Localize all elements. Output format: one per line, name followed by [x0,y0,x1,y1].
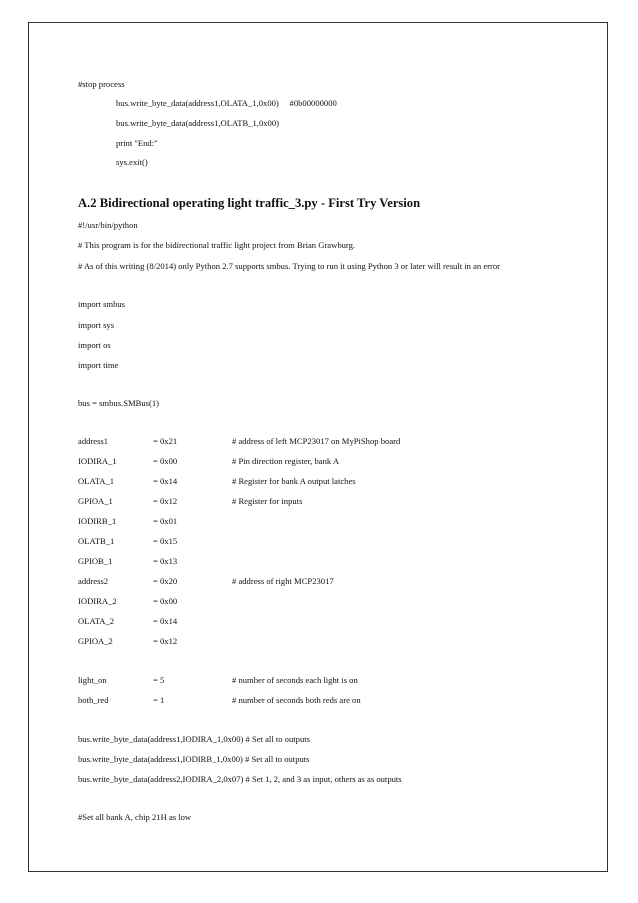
section-title: A.2 Bidirectional operating light traffic_3.py - First Try Version [78,196,421,210]
register-value: = 0x14 [153,476,178,486]
timing-comment: # number of seconds each light is on [232,675,358,685]
register-name: GPIOB_1 [78,556,113,566]
register-name: IODIRB_1 [78,516,117,526]
code-line: import os [78,340,111,350]
register-name: OLATA_2 [78,616,115,626]
code-line: sys.exit() [116,157,148,167]
register-value: = 0x21 [153,436,178,446]
register-name: IODIRA_2 [78,596,117,606]
register-name: GPIOA_2 [78,636,113,646]
code-line: bus.write_byte_data(address1,IODIRA_1,0x00) # Set all to outputs [78,734,310,744]
register-name: GPIOA_1 [78,496,113,506]
timing-value: = 1 [153,695,165,705]
register-value: = 0x01 [153,516,178,526]
code-line: bus.write_byte_data(address1,OLATB_1,0x00) [116,118,280,128]
code-line: print "End:" [116,138,158,148]
register-name: OLATB_1 [78,536,115,546]
timing-name: both_red [78,695,109,705]
register-name: address2 [78,576,109,586]
register-value: = 0x12 [153,636,178,646]
register-value: = 0x14 [153,616,178,626]
code-line: bus = smbus.SMBus(1) [78,398,160,408]
register-comment: # Register for bank A output latches [232,476,356,486]
register-value: = 0x12 [153,496,178,506]
register-name: IODIRA_1 [78,456,117,466]
register-value: = 0x20 [153,576,178,586]
code-line: import time [78,360,119,370]
code-line: # As of this writing (8/2014) only Python 2.7 supports smbus. Trying to run it using Python 3 or later will result in an error [78,261,501,271]
register-value: = 0x00 [153,456,178,466]
code-line: bus.write_byte_data(address1,OLATA_1,0x00) #0b00000000 [116,98,337,108]
code-comment: #Set all bank A, chip 21H as low [78,812,192,822]
register-value: = 0x15 [153,536,178,546]
code-line: import sys [78,320,115,330]
register-name: address1 [78,436,109,446]
timing-value: = 5 [153,675,165,685]
register-comment: # Register for inputs [232,496,303,506]
register-comment: # address of left MCP23017 on MyPiShop board [232,436,401,446]
code-line: bus.write_byte_data(address1,IODIRB_1,0x00) # Set all to outputs [78,754,310,764]
register-comment: # address of right MCP23017 [232,576,334,586]
timing-comment: # number of seconds both reds are on [232,695,361,705]
code-line: #!/usr/bin/python [78,220,138,230]
code-line: # This program is for the bidirectional traffic light project from Brian Grawburg. [78,240,356,250]
code-line: import smbus [78,299,126,309]
register-name: OLATA_1 [78,476,115,486]
code-comment: #stop process [78,79,125,89]
register-value: = 0x00 [153,596,178,606]
timing-name: light_on [78,675,107,685]
register-comment: # Pin direction register, bank A [232,456,340,466]
code-line: bus.write_byte_data(address2,IODIRA_2,0x07) # Set 1, 2, and 3 as input, others as as outputs [78,774,402,784]
register-value: = 0x13 [153,556,178,566]
